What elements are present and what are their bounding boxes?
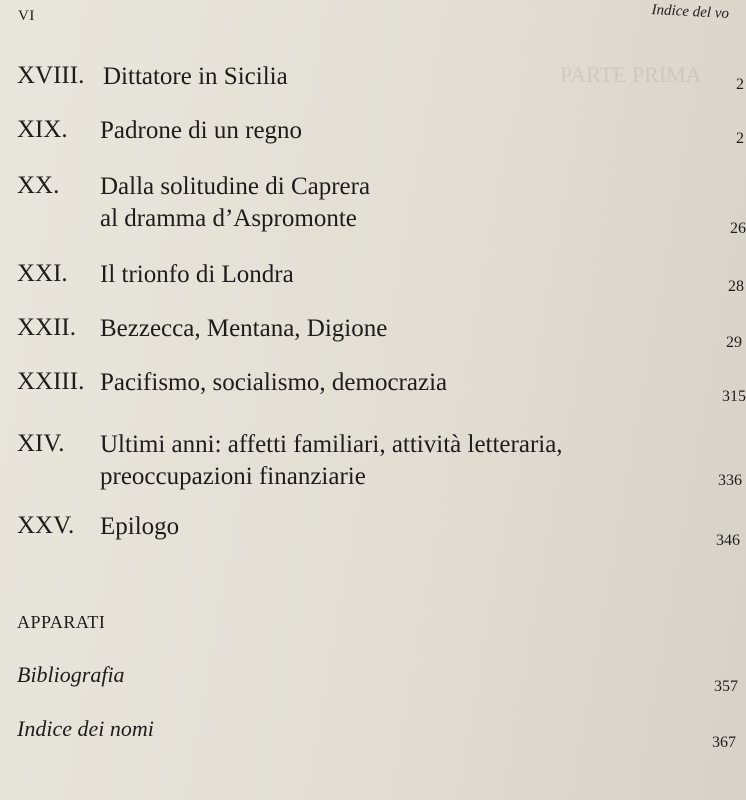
apparati-item-label: Bibliografia (17, 662, 125, 687)
chapter-number: XXI. (17, 260, 68, 287)
chapter-title: Epilogo (100, 513, 180, 540)
page-number: 367 (712, 734, 736, 751)
page-number: 28 (728, 278, 744, 295)
chapter-title-line-2: preoccupazioni finanziarie (100, 463, 366, 490)
chapter-title-line-1: Ultimi anni: affetti familiari, attività letteraria, (100, 431, 563, 458)
chapter-title-line-1: Dalla solitudine di Caprera (100, 173, 371, 200)
section-heading: APPARATI (17, 612, 106, 632)
page-number: 26 (730, 220, 746, 237)
page-number: 315 (722, 388, 746, 405)
chapter-title: Il trionfo di Londra (100, 261, 294, 288)
page-number: 29 (726, 334, 742, 351)
running-head: Indice del vo (651, 2, 730, 23)
apparati-item-label: Indice dei nomi (17, 716, 154, 741)
chapter-title: Dittatore in Sicilia (103, 63, 288, 90)
show-through: PARTE PRIMA (560, 62, 702, 87)
folio: VI (18, 8, 35, 24)
chapter-title-line-2: al dramma d’Aspromonte (100, 205, 357, 232)
page-number: 357 (714, 678, 738, 695)
page-number: 2 (736, 130, 744, 147)
chapter-title: Pacifismo, socialismo, democrazia (100, 369, 448, 396)
chapter-number: XIV. (17, 430, 65, 457)
chapter-number: XXV. (17, 512, 75, 539)
chapter-title: Bezzecca, Mentana, Digione (100, 315, 388, 342)
chapter-number: XIX. (17, 116, 68, 143)
chapter-number: XX. (17, 172, 60, 199)
chapter-title: Padrone di un regno (100, 117, 303, 144)
page-number: 336 (718, 472, 742, 489)
chapter-number: XXII. (17, 314, 77, 341)
page-number: 2 (736, 76, 744, 93)
chapter-number: XXIII. (17, 368, 85, 395)
page-number: 346 (716, 532, 740, 549)
chapter-number: XVIII. (17, 62, 85, 89)
